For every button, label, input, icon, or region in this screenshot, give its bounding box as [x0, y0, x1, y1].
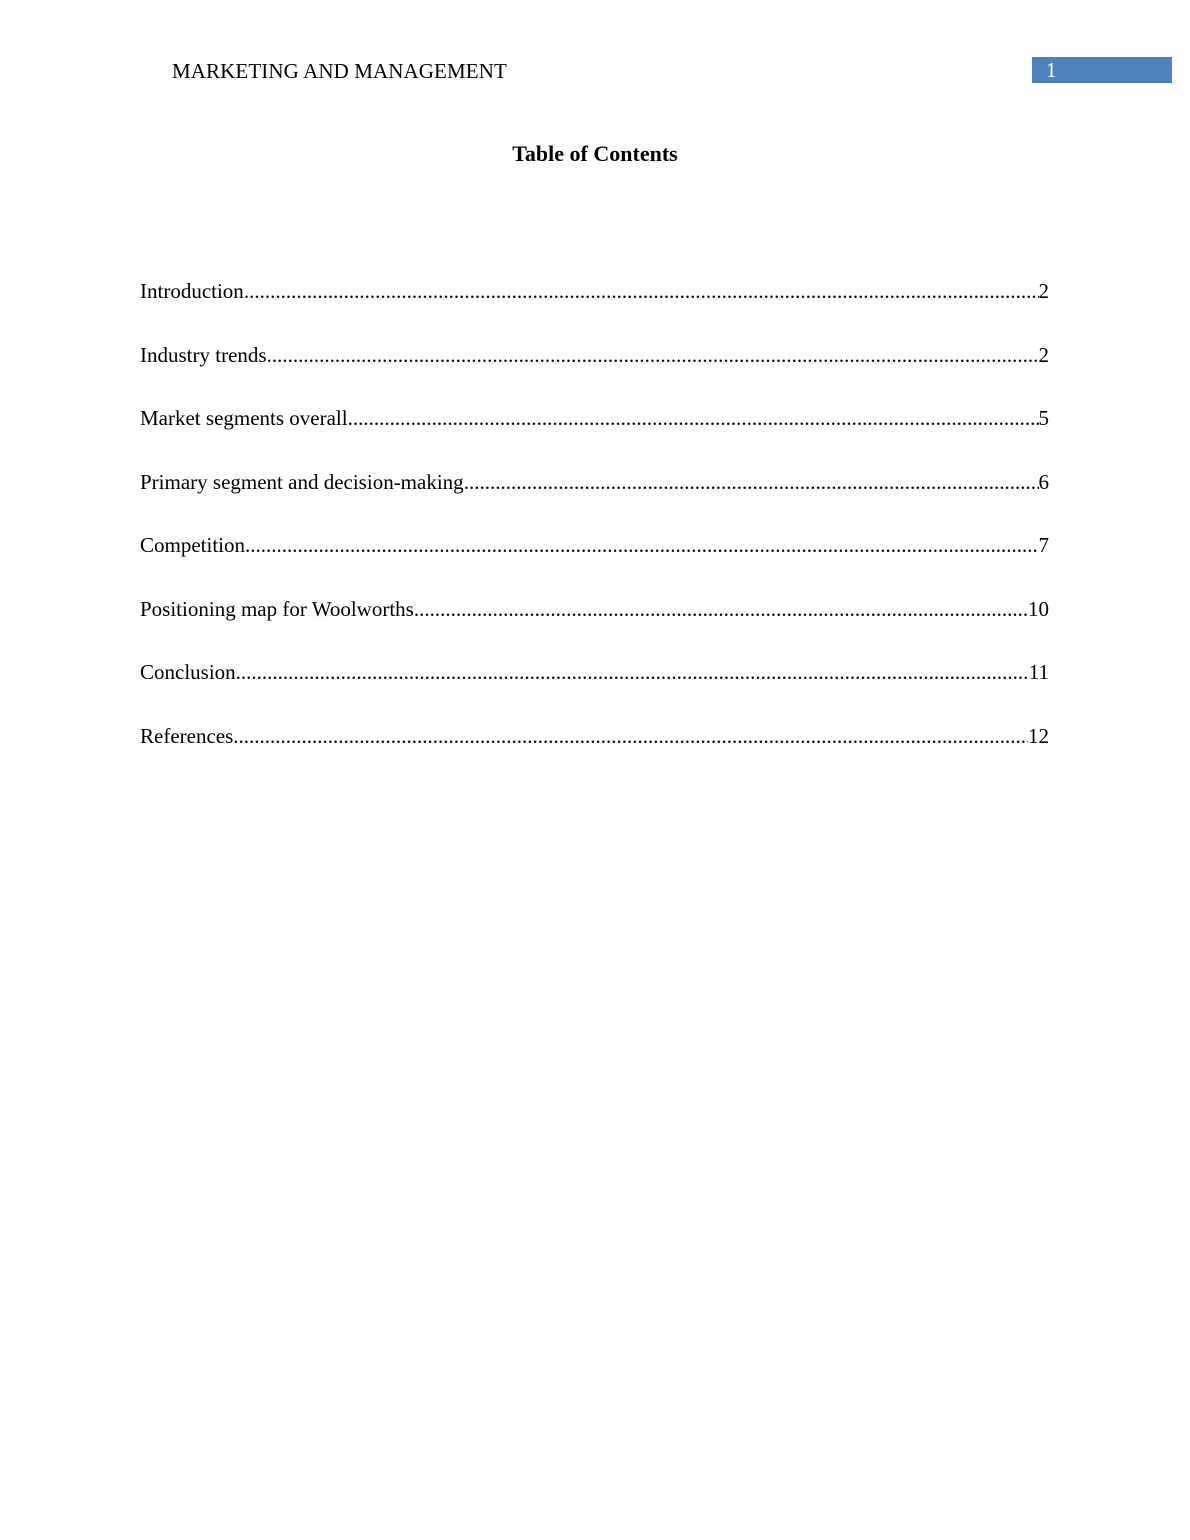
toc-entry-page: 11 [1028, 660, 1049, 684]
toc-entry-label: References [140, 723, 234, 748]
toc-entry-industry-trends[interactable] [140, 341, 1049, 405]
toc-entry-primary-segment[interactable] [140, 468, 1049, 532]
dot-leader [267, 341, 1039, 369]
toc-entry-market-segments[interactable] [140, 404, 1049, 468]
dot-leader [244, 277, 1039, 305]
toc-entry-competition[interactable] [140, 531, 1049, 595]
toc-entry-label: Market segments overall [140, 406, 348, 430]
toc-entry-page: 6 [1038, 469, 1049, 494]
dot-leader [245, 531, 1039, 559]
dot-leader [233, 722, 1028, 750]
toc-entry-page: 12 [1028, 723, 1049, 748]
toc-entry-references[interactable] [140, 722, 1049, 786]
toc-entry-label: Primary segment and decision-making [140, 469, 464, 494]
running-header-title: MARKETING AND MANAGEMENT [172, 59, 507, 83]
toc-entry-label: Conclusion [140, 660, 236, 684]
toc-entry-positioning-map[interactable] [140, 595, 1049, 659]
toc-entry-page: 2 [1038, 279, 1049, 303]
toc-entry-page: 2 [1038, 342, 1049, 367]
page-number-badge: 1 [1032, 57, 1172, 83]
toc-entry-label: Industry trends [140, 342, 267, 367]
dot-leader [464, 468, 1039, 496]
toc-entry-label: Introduction [140, 279, 244, 303]
toc-entry-label: Positioning map for Woolworths [140, 596, 414, 621]
dot-leader [348, 404, 1039, 432]
toc-list [140, 277, 1049, 785]
toc-entry-conclusion[interactable] [140, 658, 1049, 722]
toc-heading: Table of Contents [512, 141, 678, 166]
toc-entry-page: 7 [1038, 533, 1049, 557]
toc-entry-label: Competition [140, 533, 245, 557]
toc-entry-page: 10 [1028, 596, 1049, 621]
toc-entry-introduction[interactable] [140, 277, 1049, 341]
dot-leader [414, 595, 1028, 623]
toc-entry-page: 5 [1038, 406, 1049, 430]
dot-leader [236, 658, 1029, 686]
